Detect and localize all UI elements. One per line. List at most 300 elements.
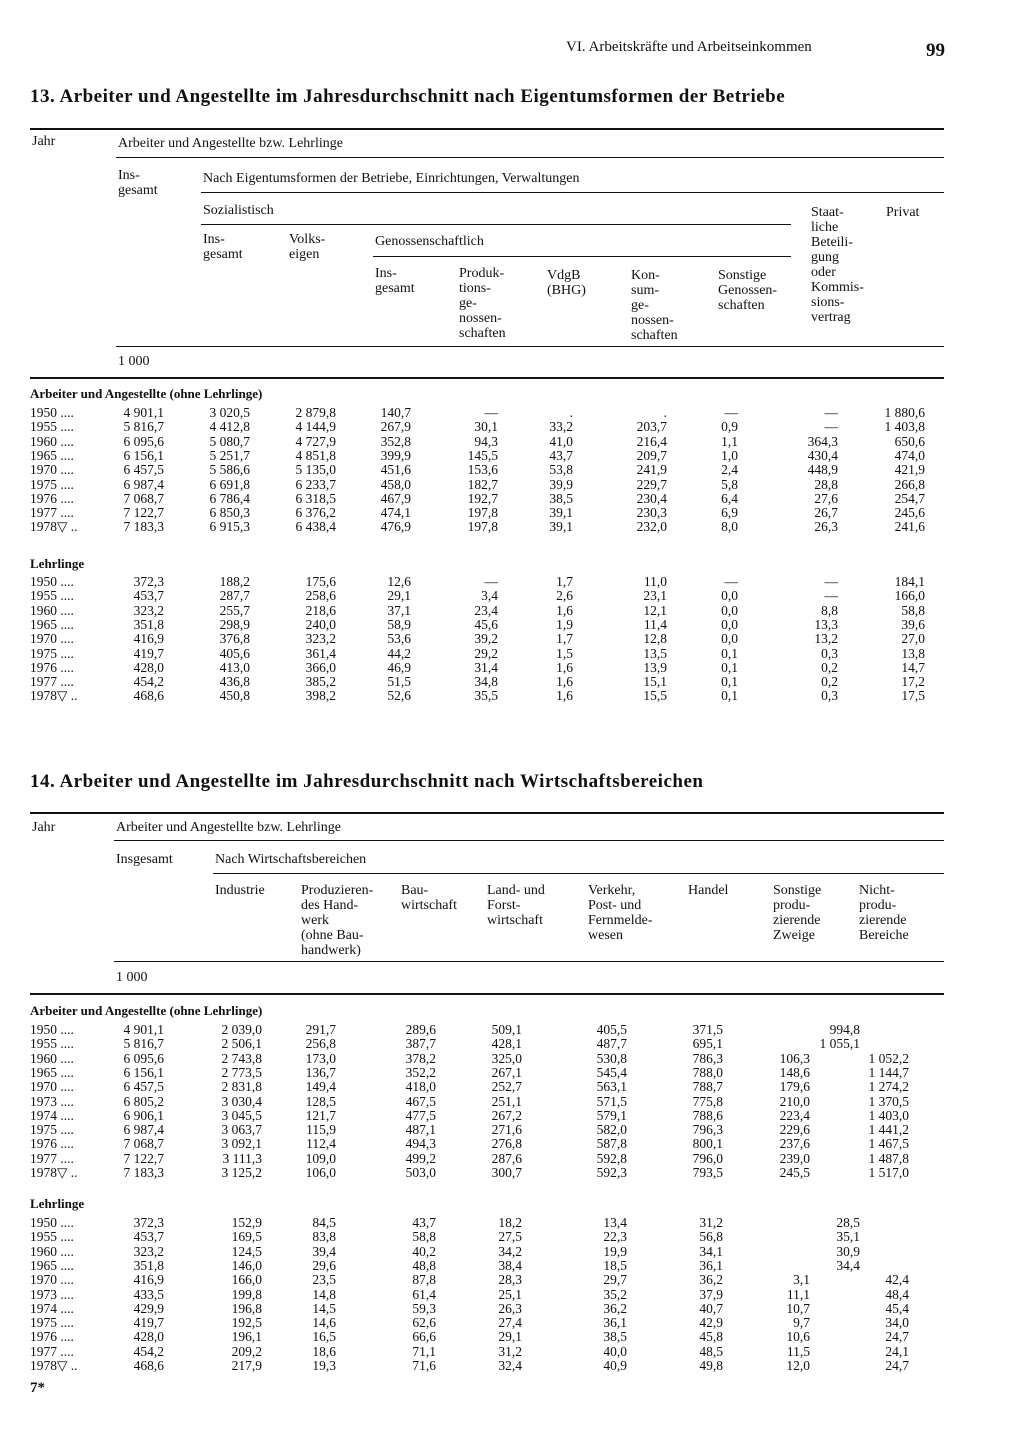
value-cell: 0,3 (821, 688, 838, 704)
value-cell: 38,5 (603, 1329, 627, 1345)
value-cell: 61,4 (412, 1286, 436, 1302)
table-row (0, 506, 1024, 520)
value-cell: 8,0 (721, 519, 738, 535)
year-cell: 1976 .... (30, 1136, 74, 1152)
value-cell: 474,1 (380, 505, 411, 521)
table-row (0, 1302, 1024, 1316)
value-cell: 45,4 (885, 1300, 909, 1316)
value-cell: 14,5 (312, 1300, 336, 1316)
value-cell: 13,5 (643, 645, 667, 661)
t14-header-industrie: Industrie (215, 883, 265, 898)
value-cell: 6 987,4 (123, 1122, 164, 1138)
value-cell: 39,1 (549, 519, 573, 535)
value-cell: 477,5 (405, 1107, 436, 1123)
value-cell: 62,6 (412, 1315, 436, 1331)
value-cell: 571,5 (596, 1093, 627, 1109)
t13-header-produktion: Produk- tions- ge- nossen- schaften (459, 266, 506, 341)
value-cell: 12,8 (643, 631, 667, 647)
value-cell: 267,9 (380, 419, 411, 435)
value-cell: 1,0 (721, 447, 738, 463)
year-cell: 1965 .... (30, 1257, 74, 1273)
table-row (0, 449, 1024, 463)
value-cell: 800,1 (692, 1136, 723, 1152)
value-cell: 298,9 (219, 616, 250, 632)
value-cell: 216,4 (636, 433, 667, 449)
table-row (0, 1316, 1024, 1330)
value-cell: 450,8 (219, 688, 250, 704)
value-cell: 23,1 (643, 588, 667, 604)
value-cell: 31,4 (474, 659, 498, 675)
value-cell: 29,1 (498, 1329, 522, 1345)
value-cell: 3 045,5 (221, 1107, 262, 1123)
table-row (0, 435, 1024, 449)
value-cell: 454,2 (133, 1343, 164, 1359)
value-cell: 361,4 (305, 645, 336, 661)
value-cell: 4 901,1 (123, 1022, 164, 1037)
value-cell: 0,1 (721, 659, 738, 675)
value-cell: 13,9 (643, 659, 667, 675)
value-cell: 786,3 (692, 1050, 723, 1066)
year-cell: 1950 .... (30, 405, 74, 420)
value-cell: 11,1 (786, 1286, 810, 1302)
value-cell: 7 183,3 (123, 519, 164, 535)
value-cell: 255,7 (219, 602, 250, 618)
value-cell: 323,2 (133, 1243, 164, 1259)
value-cell: 300,7 (491, 1165, 522, 1180)
value-cell: 32,4 (498, 1358, 522, 1373)
value-cell: 6 457,5 (123, 462, 164, 478)
value-cell: 31,2 (498, 1343, 522, 1359)
value-cell: 59,3 (412, 1300, 436, 1316)
value-cell: 12,0 (786, 1358, 810, 1373)
value-cell: 451,6 (380, 462, 411, 478)
value-cell: 25,1 (498, 1286, 522, 1302)
value-cell: 788,0 (692, 1064, 723, 1080)
value-cell: 1 467,5 (868, 1136, 909, 1152)
value-cell: 582,0 (596, 1122, 627, 1138)
year-cell: 1970 .... (30, 462, 74, 478)
year-cell: 1976 .... (30, 659, 74, 675)
value-cell: 27,5 (498, 1229, 522, 1245)
value-cell: 140,7 (380, 405, 411, 420)
value-cell: 49,8 (699, 1358, 723, 1373)
t14-header-nicht: Nicht- produ- zierende Bereiche (859, 883, 909, 943)
value-cell: 323,2 (133, 602, 164, 618)
value-cell: 563,1 (596, 1079, 627, 1095)
t13-header-staatlich: Staat- liche Beteili- gung oder Kommis- sions- vertrag (811, 205, 864, 325)
value-cell: 1,6 (556, 688, 573, 704)
year-cell: 1975 .... (30, 645, 74, 661)
value-cell: 476,9 (380, 519, 411, 535)
value-cell: 7 183,3 (123, 1165, 164, 1180)
value-cell: 530,8 (596, 1050, 627, 1066)
value-cell: 2 879,8 (295, 405, 336, 420)
t14-section-label: Arbeiter und Angestellte (ohne Lehrlinge) (30, 1003, 263, 1018)
table-row (0, 492, 1024, 506)
value-cell: 12,1 (643, 602, 667, 618)
value-cell: 0,2 (821, 659, 838, 675)
value-cell: 23,4 (474, 602, 498, 618)
value-cell: 196,8 (231, 1300, 262, 1316)
value-cell: 11,0 (643, 574, 667, 589)
value-cell: 1 880,6 (884, 405, 925, 420)
value-cell: 196,1 (231, 1329, 262, 1345)
value-cell: 2 773,5 (221, 1064, 262, 1080)
value-cell: 467,9 (380, 490, 411, 506)
value-cell: 188,2 (219, 574, 250, 589)
year-cell: 1974 .... (30, 1300, 74, 1316)
value-cell: 36,2 (699, 1272, 723, 1288)
year-cell: 1974 .... (30, 1107, 74, 1123)
value-cell: 56,8 (699, 1229, 723, 1245)
value-cell: 267,1 (491, 1064, 522, 1080)
value-cell: 428,1 (491, 1036, 522, 1052)
value-cell: 592,3 (596, 1165, 627, 1180)
value-cell: 173,0 (305, 1050, 336, 1066)
value-cell: 6 438,4 (295, 519, 336, 535)
value-cell: 429,9 (133, 1300, 164, 1316)
t14-header-sonstige: Sonstige produ- zierende Zweige (773, 883, 822, 943)
value-cell: 17,5 (901, 688, 925, 704)
table-row (0, 1052, 1024, 1066)
value-cell: 453,7 (133, 1229, 164, 1245)
value-cell: 26,3 (498, 1300, 522, 1316)
value-cell: 40,0 (603, 1343, 627, 1359)
value-cell: 237,6 (779, 1136, 810, 1152)
value-cell: 37,1 (387, 602, 411, 618)
value-cell: 40,7 (699, 1300, 723, 1316)
table-row (0, 1066, 1024, 1080)
value-cell: 14,8 (312, 1286, 336, 1302)
value-cell: 788,7 (692, 1079, 723, 1095)
t14-header-nach: Nach Wirtschaftsbereichen (215, 852, 367, 867)
value-cell: 34,8 (474, 674, 498, 690)
value-cell: 48,4 (885, 1286, 909, 1302)
value-cell: 11,4 (643, 616, 667, 632)
value-cell: 24,7 (885, 1358, 909, 1373)
value-cell: 1 055,1 (819, 1036, 860, 1052)
value-cell: 29,2 (474, 645, 498, 661)
value-cell: 351,8 (133, 616, 164, 632)
value-cell: 6 156,1 (123, 1064, 164, 1080)
t14-header-verkehr: Verkehr, Post- und Fernmelde- wesen (588, 883, 653, 943)
value-cell: 30,9 (836, 1243, 860, 1259)
year-cell: 1955 .... (30, 1036, 74, 1052)
value-cell: 94,3 (474, 433, 498, 449)
year-cell: 1955 .... (30, 1229, 74, 1245)
table-row (0, 1230, 1024, 1244)
value-cell: 372,3 (133, 1215, 164, 1230)
value-cell: 43,7 (412, 1215, 436, 1230)
value-cell: 66,6 (412, 1329, 436, 1345)
page-footer-signature: 7* (30, 1380, 45, 1396)
value-cell: 276,8 (491, 1136, 522, 1152)
year-cell: 1975 .... (30, 1122, 74, 1138)
value-cell: 399,9 (380, 447, 411, 463)
year-cell: 1960 .... (30, 433, 74, 449)
value-cell: 35,5 (474, 688, 498, 704)
value-cell: 1,7 (556, 574, 573, 589)
value-cell: 468,6 (133, 688, 164, 704)
value-cell: 251,1 (491, 1093, 522, 1109)
year-cell: 1975 .... (30, 476, 74, 492)
value-cell: 241,9 (636, 462, 667, 478)
value-cell: 1 274,2 (868, 1079, 909, 1095)
value-cell: 36,1 (603, 1315, 627, 1331)
value-cell: 3 092,1 (221, 1136, 262, 1152)
value-cell: 1 403,8 (884, 419, 925, 435)
value-cell: 38,5 (549, 490, 573, 506)
value-cell: 6 156,1 (123, 447, 164, 463)
table-row (0, 420, 1024, 434)
t13-header-insgesamt: Ins- gesamt (118, 168, 158, 198)
value-cell: 579,1 (596, 1107, 627, 1123)
value-cell: 6 691,8 (209, 476, 250, 492)
year-cell: 1950 .... (30, 574, 74, 589)
value-cell: 34,4 (836, 1257, 860, 1273)
table-row (0, 1123, 1024, 1137)
value-cell: 12,6 (387, 574, 411, 589)
value-cell: 387,7 (405, 1036, 436, 1052)
value-cell: 58,9 (387, 616, 411, 632)
value-cell: 796,0 (692, 1150, 723, 1166)
t13-header-nach: Nach Eigentumsformen der Betriebe, Einrichtungen, Verwaltungen (203, 171, 580, 186)
value-cell: 4 144,9 (295, 419, 336, 435)
value-cell: 14,7 (901, 659, 925, 675)
t13-section-label: Lehrlinge (30, 556, 85, 571)
value-cell: 378,2 (405, 1050, 436, 1066)
t13-header-sozialistisch: Sozialistisch (203, 203, 274, 218)
value-cell: 45,8 (699, 1329, 723, 1345)
value-cell: 30,1 (474, 419, 498, 435)
year-cell: 1978▽ .. (30, 688, 78, 704)
value-cell: 53,8 (549, 462, 573, 478)
value-cell: 1 517,0 (868, 1165, 909, 1180)
value-cell: 209,2 (231, 1343, 262, 1359)
value-cell: 6,4 (721, 490, 738, 506)
value-cell: 39,2 (474, 631, 498, 647)
value-cell: 192,7 (467, 490, 498, 506)
value-cell: 3 063,7 (221, 1122, 262, 1138)
value-cell: 71,6 (412, 1358, 436, 1373)
value-cell: 230,4 (636, 490, 667, 506)
value-cell: 6 376,2 (295, 505, 336, 521)
table-row (0, 1095, 1024, 1109)
running-head: VI. Arbeitskräfte und Arbeitseinkommen (566, 39, 812, 55)
table-row (0, 520, 1024, 534)
value-cell: 42,4 (885, 1272, 909, 1288)
value-cell: 136,7 (305, 1064, 336, 1080)
table-row (0, 1137, 1024, 1151)
value-cell: 6 805,2 (123, 1093, 164, 1109)
value-cell: 1,9 (556, 616, 573, 632)
value-cell: 433,5 (133, 1286, 164, 1302)
value-cell: 289,6 (405, 1022, 436, 1037)
value-cell: 28,3 (498, 1272, 522, 1288)
value-cell: 291,7 (305, 1022, 336, 1037)
t13-header-soz-insgesamt: Ins- gesamt (203, 232, 243, 262)
value-cell: 453,7 (133, 588, 164, 604)
table-row (0, 1080, 1024, 1094)
value-cell: 229,6 (779, 1122, 810, 1138)
value-cell: 5 251,7 (209, 447, 250, 463)
year-cell: 1970 .... (30, 1079, 74, 1095)
value-cell: 2 506,1 (221, 1036, 262, 1052)
table-row (0, 632, 1024, 646)
value-cell: 0,0 (721, 602, 738, 618)
table-row (0, 1345, 1024, 1359)
table-row (0, 1245, 1024, 1259)
value-cell: 8,8 (821, 602, 838, 618)
value-cell: 23,5 (312, 1272, 336, 1288)
value-cell: 323,2 (305, 631, 336, 647)
value-cell: 153,6 (467, 462, 498, 478)
value-cell: 83,8 (312, 1229, 336, 1245)
table-row (0, 1273, 1024, 1287)
value-cell: 0,3 (821, 645, 838, 661)
value-cell: 149,4 (305, 1079, 336, 1095)
value-cell: 509,1 (491, 1022, 522, 1037)
value-cell: 0,2 (821, 674, 838, 690)
value-cell: 166,0 (231, 1272, 262, 1288)
value-cell: 223,4 (779, 1107, 810, 1123)
value-cell: 6,9 (721, 505, 738, 521)
value-cell: 1,1 (721, 433, 738, 449)
table-row (0, 618, 1024, 632)
table-row (0, 1152, 1024, 1166)
value-cell: 19,9 (603, 1243, 627, 1259)
page-number: 99 (926, 40, 945, 61)
value-cell: 6 233,7 (295, 476, 336, 492)
value-cell: 217,9 (231, 1358, 262, 1373)
value-cell: 39,6 (901, 616, 925, 632)
table-row (0, 1288, 1024, 1302)
value-cell: 36,1 (699, 1257, 723, 1273)
value-cell: 121,7 (305, 1107, 336, 1123)
value-cell: 0,9 (721, 419, 738, 435)
value-cell: 0,1 (721, 674, 738, 690)
value-cell: 1 441,2 (868, 1122, 909, 1138)
value-cell: 267,2 (491, 1107, 522, 1123)
value-cell: 229,7 (636, 476, 667, 492)
table-row (0, 1259, 1024, 1273)
value-cell: 3 111,3 (222, 1150, 262, 1166)
value-cell: 166,0 (894, 588, 925, 604)
value-cell: 44,2 (387, 645, 411, 661)
value-cell: 6 786,4 (209, 490, 250, 506)
t13-header-konsum: Kon- sum- ge- nossen- schaften (631, 268, 678, 343)
value-cell: 29,1 (387, 588, 411, 604)
value-cell: 775,8 (692, 1093, 723, 1109)
value-cell: 17,2 (901, 674, 925, 690)
value-cell: 419,7 (133, 645, 164, 661)
t14-header-land: Land- und Forst- wirtschaft (487, 883, 545, 928)
year-cell: 1965 .... (30, 447, 74, 463)
value-cell: 351,8 (133, 1257, 164, 1273)
value-cell: 197,8 (467, 519, 498, 535)
table-row (0, 1109, 1024, 1123)
value-cell: 416,9 (133, 1272, 164, 1288)
value-cell: 36,2 (603, 1300, 627, 1316)
value-cell: 182,7 (467, 476, 498, 492)
table-row (0, 1330, 1024, 1344)
year-cell: 1973 .... (30, 1093, 74, 1109)
t14-header-insgesamt: Insgesamt (116, 852, 173, 867)
value-cell: 3 020,5 (209, 405, 250, 420)
value-cell: 115,9 (306, 1122, 336, 1138)
value-cell: 11,5 (786, 1343, 810, 1359)
value-cell: 258,6 (305, 588, 336, 604)
value-cell: 3 030,4 (221, 1093, 262, 1109)
value-cell: 26,7 (814, 505, 838, 521)
t14-header-bau: Bau- wirtschaft (401, 883, 457, 913)
value-cell: 5 586,6 (209, 462, 250, 478)
value-cell: 10,6 (786, 1329, 810, 1345)
value-cell: 458,0 (380, 476, 411, 492)
table-row (0, 478, 1024, 492)
value-cell: 418,0 (405, 1079, 436, 1095)
value-cell: 1,6 (556, 659, 573, 675)
value-cell: 199,8 (231, 1286, 262, 1302)
value-cell: — (484, 405, 498, 420)
value-cell: 4 412,8 (209, 419, 250, 435)
table-row (0, 1216, 1024, 1230)
t13-header-gen-insgesamt: Ins- gesamt (375, 266, 415, 296)
value-cell: . (569, 405, 573, 420)
t13-header-vdgb: VdgB (BHG) (547, 268, 586, 298)
value-cell: 28,8 (814, 476, 838, 492)
value-cell: 371,5 (692, 1022, 723, 1037)
value-cell: 6 318,5 (295, 490, 336, 506)
value-cell: 106,0 (305, 1165, 336, 1180)
value-cell: 27,6 (814, 490, 838, 506)
value-cell: 13,4 (603, 1215, 627, 1230)
value-cell: 14,6 (312, 1315, 336, 1331)
value-cell: 256,8 (305, 1036, 336, 1052)
table-row (0, 406, 1024, 420)
value-cell: 287,7 (219, 588, 250, 604)
value-cell: 28,5 (836, 1215, 860, 1230)
t14-header-group: Arbeiter und Angestellte bzw. Lehrlinge (116, 820, 341, 835)
value-cell: 2 743,8 (221, 1050, 262, 1066)
value-cell: — (824, 574, 838, 589)
value-cell: 109,0 (305, 1150, 336, 1166)
value-cell: 430,4 (807, 447, 838, 463)
value-cell: 13,8 (901, 645, 925, 661)
value-cell: 413,0 (219, 659, 250, 675)
value-cell: 203,7 (636, 419, 667, 435)
value-cell: 421,9 (894, 462, 925, 478)
value-cell: 40,9 (603, 1358, 627, 1373)
year-cell: 1970 .... (30, 1272, 74, 1288)
value-cell: 254,7 (894, 490, 925, 506)
value-cell: — (824, 588, 838, 604)
value-cell: — (724, 574, 738, 589)
value-cell: 4 901,1 (123, 405, 164, 420)
table-row (0, 1037, 1024, 1051)
year-cell: 1955 .... (30, 419, 74, 435)
value-cell: 245,5 (779, 1165, 810, 1180)
table14-title: 14. Arbeiter und Angestellte im Jahresdurchschnitt nach Wirtschaftsbereichen (30, 771, 704, 792)
t14-unit: 1 000 (116, 970, 148, 985)
value-cell: 4 851,8 (295, 447, 336, 463)
table-row (0, 675, 1024, 689)
year-cell: 1960 .... (30, 1243, 74, 1259)
year-cell: 1950 .... (30, 1215, 74, 1230)
year-cell: 1978▽ .. (30, 519, 78, 535)
value-cell: 2,4 (721, 462, 738, 478)
value-cell: 366,0 (305, 659, 336, 675)
